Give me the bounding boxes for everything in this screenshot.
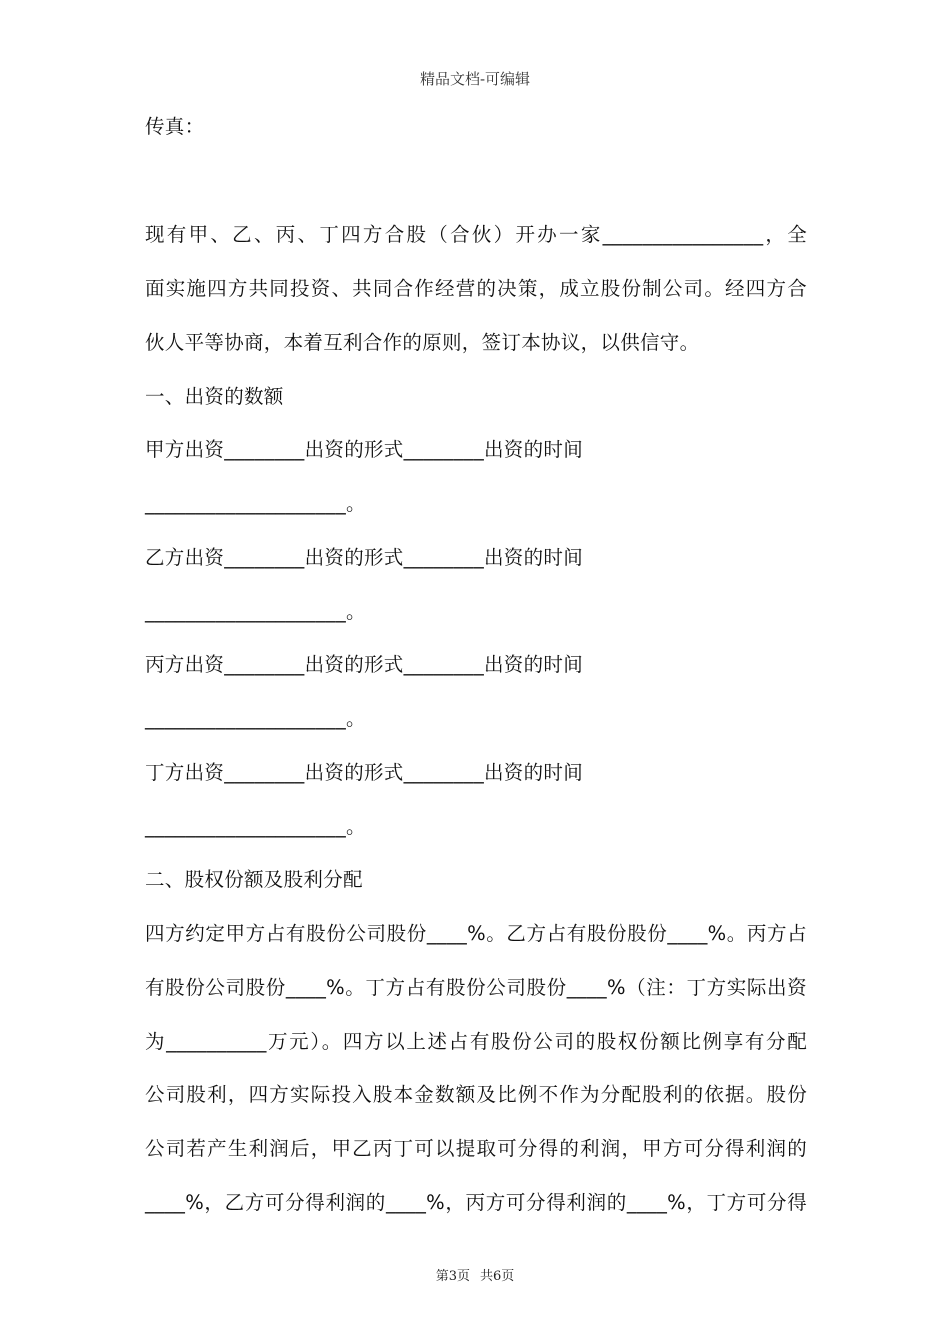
equity-paragraph-line-4: 公司股利，四方实际投入股本金数额及比例不作为分配股利的依据。股份 [145,1083,807,1106]
section-1-heading: 一、出资的数额 [145,385,284,408]
party-a-investment: 甲方出资________出资的形式________出资的时间 [145,438,583,461]
party-d-investment: 丁方出资________出资的形式________出资的时间 [145,761,583,784]
equity-paragraph-line-3: 为__________万元）。四方以上述占有股份公司的股权份额比例享有分配 [145,1030,807,1053]
party-b-investment-time-blank: ____________________。 [145,600,366,623]
party-c-investment: 丙方出资________出资的形式________出资的时间 [145,653,583,676]
page-total: 共6页 [480,1269,515,1284]
equity-paragraph-line-5: 公司若产生利润后，甲乙丙丁可以提取可分得的利润，甲方可分得利润的 [145,1137,807,1160]
party-a-investment-time-blank: ____________________。 [145,492,366,515]
page-number: 第3页 [435,1269,470,1284]
page-header: 精品文档-可编辑 [419,70,531,88]
intro-paragraph-line-2: 面实施四方共同投资、共同合作经营的决策，成立股份制公司。经四方合 [145,277,807,300]
equity-paragraph-line-1: 四方约定甲方占有股份公司股份____%。乙方占有股份股份____%。丙方占 [145,922,807,945]
intro-paragraph-line-3: 伙人平等协商，本着互利合作的原则，签订本协议，以供信守。 [145,331,700,354]
equity-paragraph-line-2: 有股份公司股份____%。丁方占有股份公司股份____%（注：丁方实际出资 [145,976,807,999]
intro-paragraph-line-1: 现有甲、乙、丙、丁四方合股（合伙）开办一家________________，全 [145,223,807,246]
section-2-heading: 二、股权份额及股利分配 [145,868,363,891]
party-c-investment-time-blank: ____________________。 [145,707,366,730]
page-footer [0,1265,950,1284]
party-b-investment: 乙方出资________出资的形式________出资的时间 [145,546,583,569]
fax-label: 传真： [145,115,205,138]
party-d-investment-time-blank: ____________________。 [145,815,366,838]
equity-paragraph-line-6: ____%，乙方可分得利润的____%，丙方可分得利润的____%，丁方可分得 [145,1191,807,1214]
